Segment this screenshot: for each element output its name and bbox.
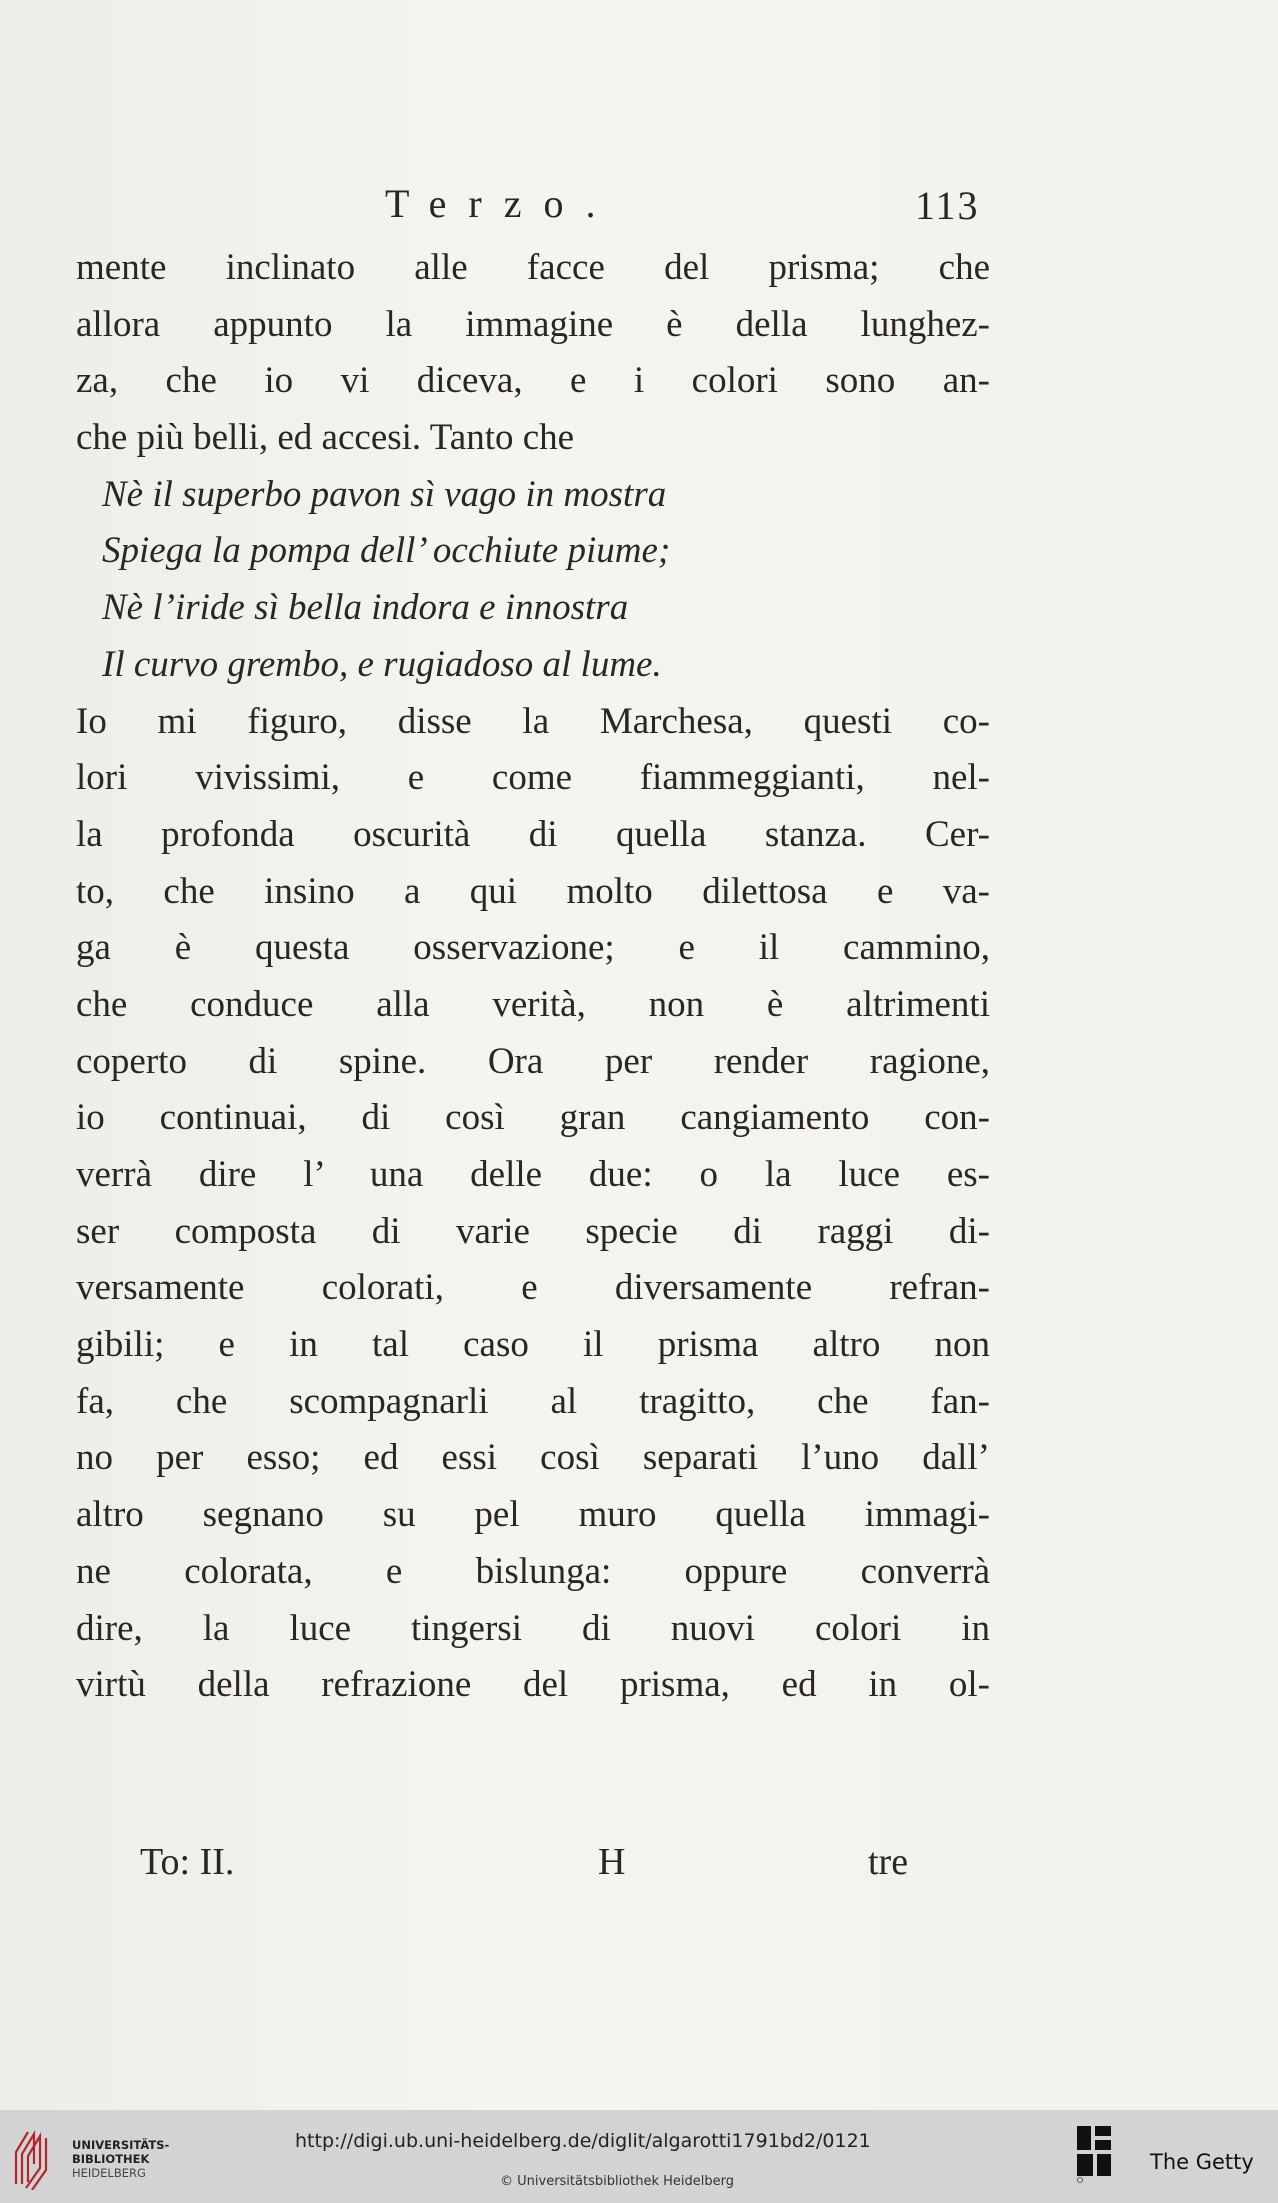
page-number: 113 bbox=[915, 183, 980, 228]
text-line: verrà dire l’ una delle due: o la luce es- bbox=[76, 1154, 990, 1195]
text-line: ga è questa osservazione; e il cammino, bbox=[76, 927, 990, 969]
library-name-line: UNIVERSITÄTS- bbox=[72, 2138, 170, 2152]
text-line: to, che insino a qui molto dilettosa e va- bbox=[76, 870, 990, 912]
text-line: dire, la luce tingersi di nuovi colori in bbox=[76, 1607, 990, 1649]
getty-logo-icon bbox=[1075, 2124, 1115, 2184]
running-title: Terzo. bbox=[385, 181, 618, 226]
text-line: altro segnano su pel muro quella immagi- bbox=[76, 1494, 990, 1536]
verse-line: Nè l’iride sì bella indora e innostra bbox=[102, 587, 629, 629]
verse-line: Nè il superbo pavon sì vago in mostra bbox=[102, 473, 667, 515]
text-line: fa, che scompagnarli al tragitto, che fan- bbox=[76, 1380, 990, 1422]
text-line: allora appunto la immagine è della lunghez- bbox=[76, 303, 990, 345]
text-line: che più belli, ed accesi. Tanto che bbox=[76, 417, 575, 459]
text-line: virtù della refrazione del prisma, ed in ol- bbox=[76, 1664, 990, 1706]
library-name-line: BIBLIOTHEK bbox=[72, 2152, 150, 2166]
text-line: mente inclinato alle facce del prisma; che bbox=[76, 247, 990, 288]
text-line: lori vivissimi, e come fiammeggianti, nel- bbox=[76, 757, 990, 799]
text-line: Io mi figuro, disse la Marchesa, questi co- bbox=[76, 700, 990, 742]
text-line: ne colorata, e bislunga: oppure converrà bbox=[76, 1550, 990, 1592]
text-line: io continuai, di così gran cangiamento con- bbox=[76, 1097, 990, 1139]
text-line: za, che io vi diceva, e i colori sono an- bbox=[76, 360, 990, 402]
text-line: versamente colorati, e diversamente refran- bbox=[76, 1267, 990, 1309]
text-line: no per esso; ed essi così separati l’uno dall’ bbox=[76, 1437, 990, 1479]
verse-line: Spiega la pompa dell’ occhiute piume; bbox=[102, 530, 671, 572]
footer-bar bbox=[0, 2110, 1278, 2203]
volume-mark: To: II. bbox=[140, 1841, 235, 1883]
text-line: che conduce alla verità, non è altrimenti bbox=[76, 983, 990, 1025]
university-library-name bbox=[72, 2138, 169, 2180]
text-line: coperto di spine. Ora per render ragione, bbox=[76, 1040, 990, 1082]
copyright-notice: © Universitätsbibliothek Heidelberg bbox=[500, 2174, 735, 2189]
page-body-text bbox=[76, 240, 990, 1714]
text-line: la profonda oscurità di quella stanza. Cer- bbox=[76, 813, 990, 855]
getty-label: The Getty bbox=[1150, 2150, 1254, 2174]
signature-mark: H bbox=[598, 1841, 626, 1883]
text-line: ser composta di varie specie di raggi di- bbox=[76, 1210, 990, 1252]
permalink-url[interactable]: http://digi.ub.uni-heidelberg.de/diglit/algarotti1791bd2/0121 bbox=[295, 2130, 871, 2152]
page-header bbox=[0, 180, 1278, 240]
university-library-logo-icon bbox=[12, 2124, 52, 2190]
catchword: tre bbox=[868, 1841, 909, 1883]
library-name-line: HEIDELBERG bbox=[72, 2166, 146, 2180]
verse-line: Il curvo grembo, e rugiadoso al lume. bbox=[102, 643, 662, 685]
text-line: gibili; e in tal caso il prisma altro non bbox=[76, 1324, 990, 1366]
